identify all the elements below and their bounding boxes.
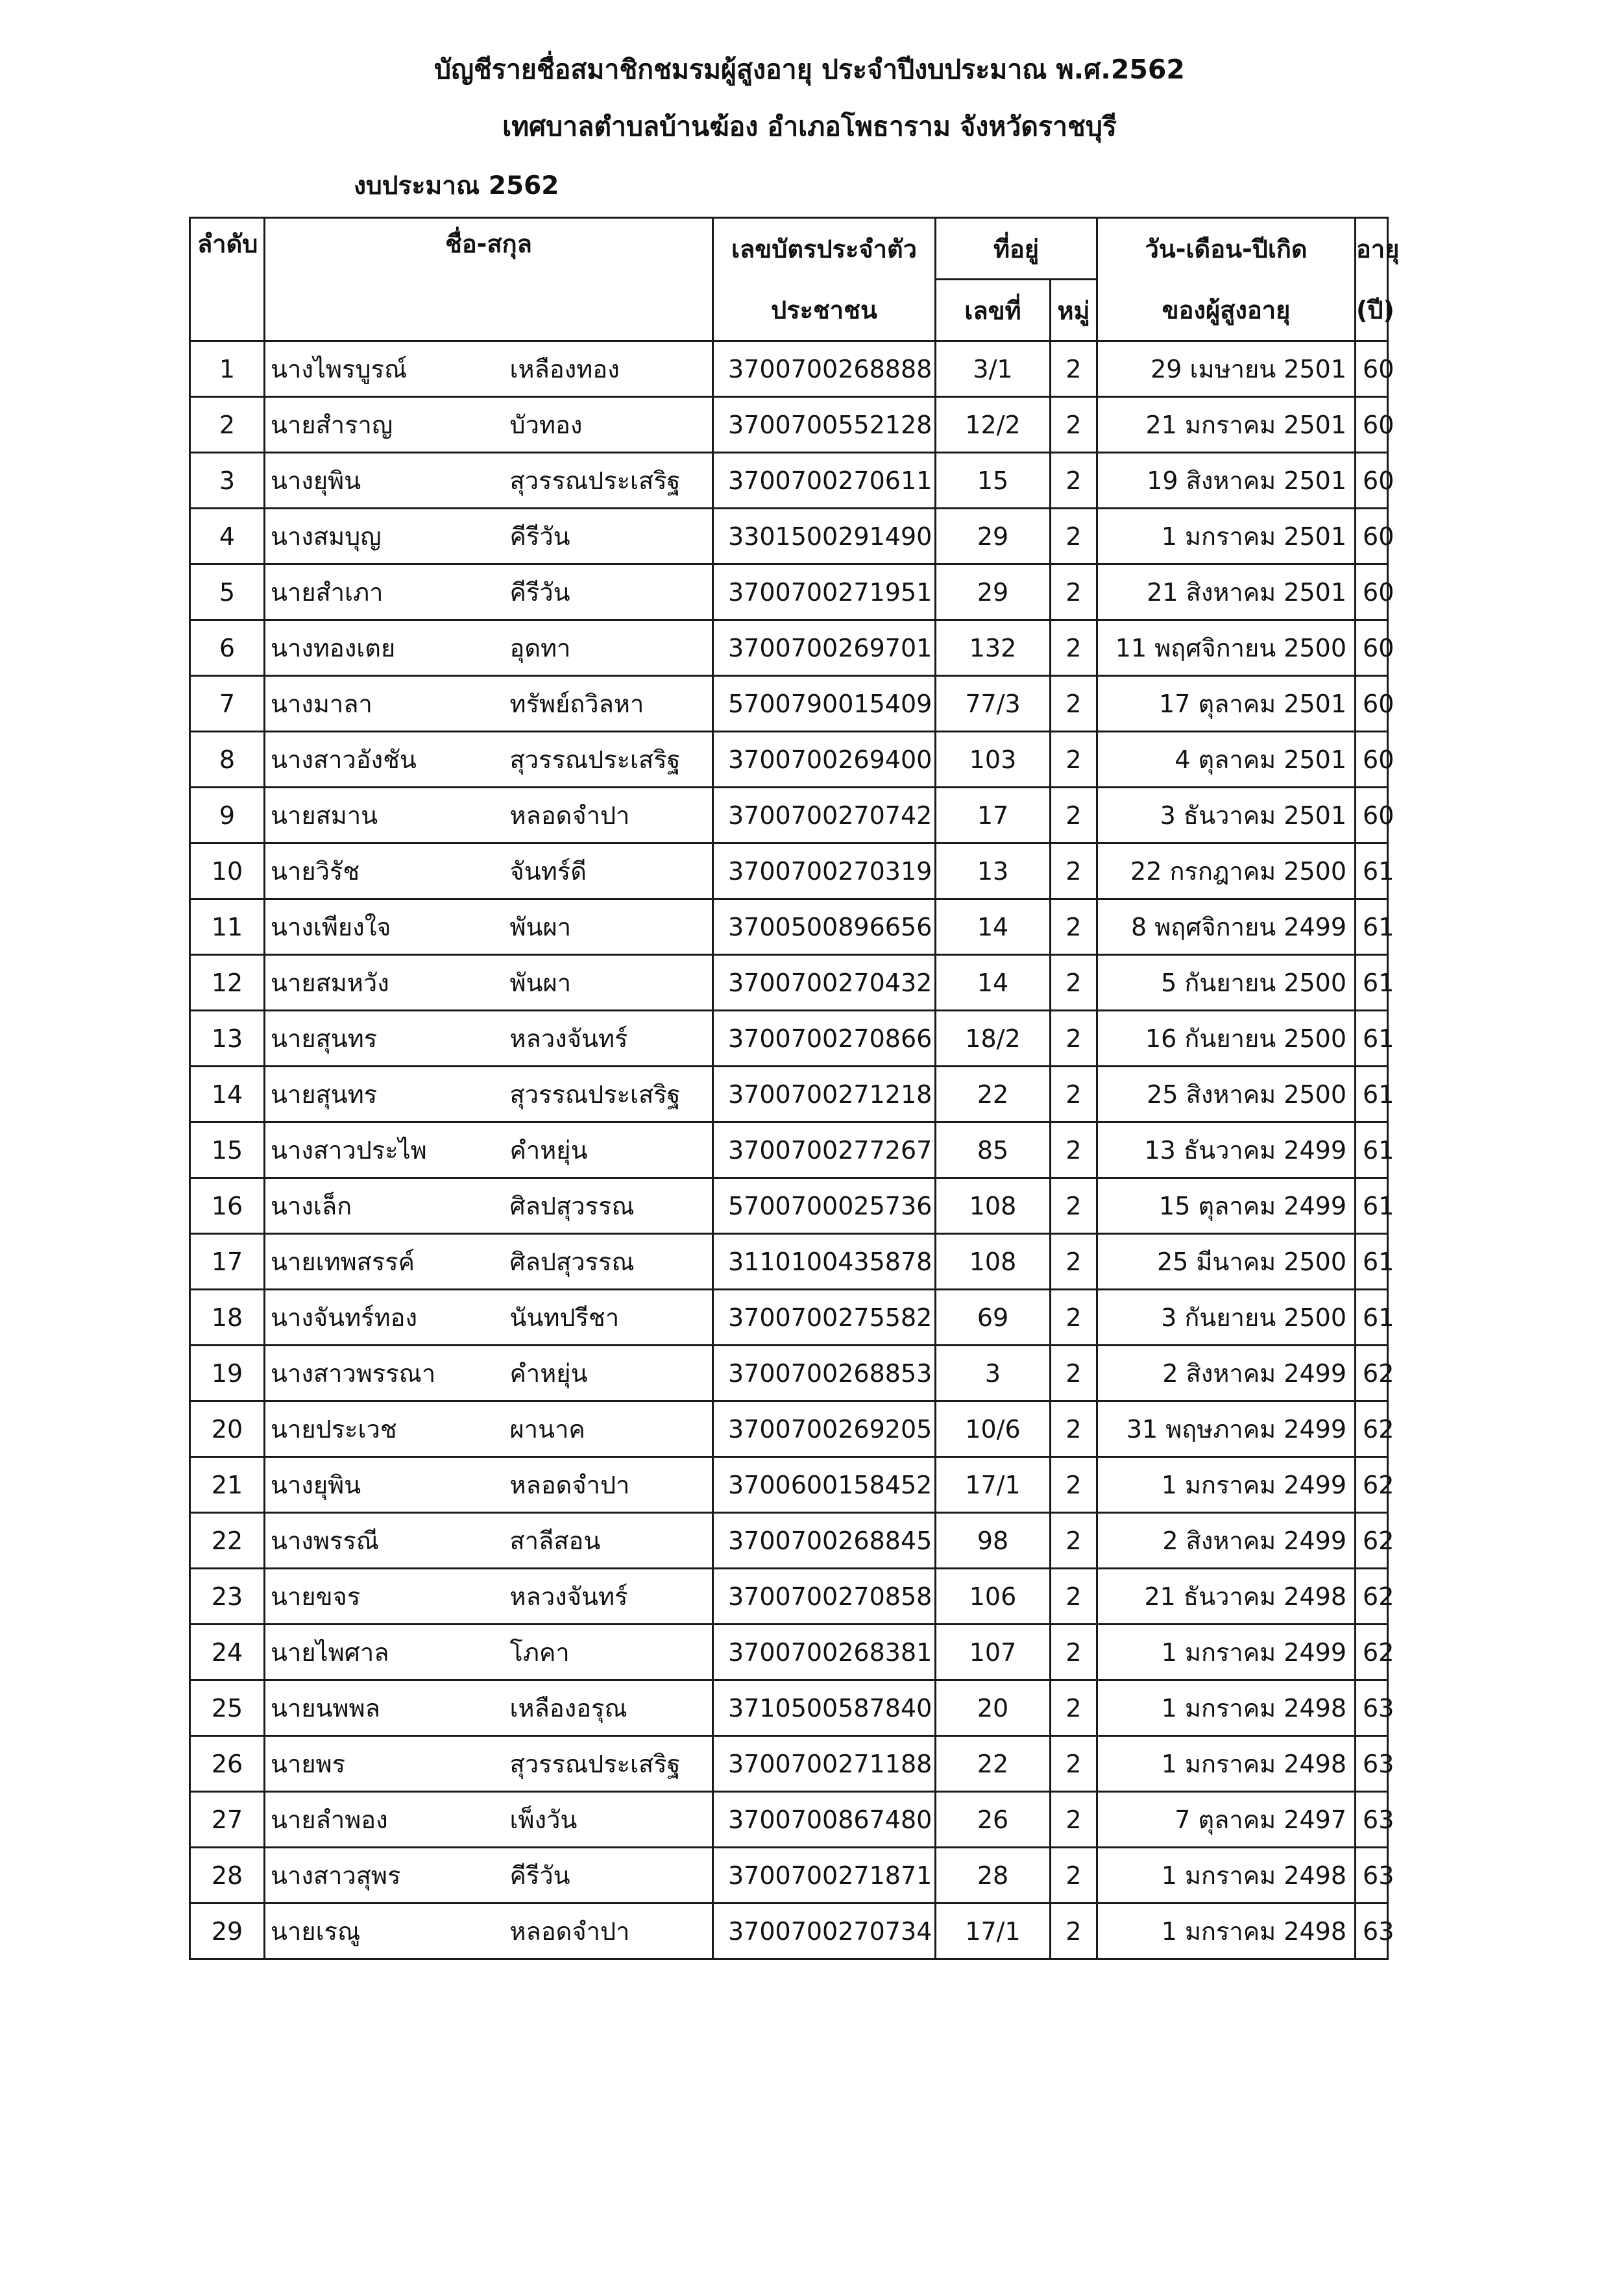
- cell-surname: เหลืองอรุณ: [497, 1680, 713, 1736]
- cell-birth-date: 3 ธันวาคม 2501: [1097, 788, 1356, 843]
- cell-surname: สุวรรณประเสริฐ: [497, 1067, 713, 1122]
- cell-surname: สาลีสอน: [497, 1513, 713, 1569]
- document-title: บัญชีรายชื่อสมาชิกชมรมผู้สูงอายุ ประจำปีงบประมาณ พ.ศ.2562: [434, 54, 1185, 85]
- cell-house-no: 15: [936, 453, 1051, 509]
- cell-surname: คีรีวัน: [497, 564, 713, 620]
- cell-house-no: 22: [936, 1736, 1051, 1792]
- cell-national-id: 3710500587840: [713, 1680, 936, 1736]
- cell-no: 24: [190, 1625, 265, 1680]
- cell-age: 60: [1356, 788, 1388, 843]
- cell-birth-date: 5 กันยายน 2500: [1097, 955, 1356, 1011]
- cell-national-id: 3301500291490: [713, 509, 936, 564]
- table-row: [190, 1736, 1388, 1792]
- cell-moo: 2: [1051, 1234, 1097, 1290]
- cell-surname: คีรีวัน: [497, 509, 713, 564]
- cell-surname: พันผา: [497, 899, 713, 955]
- cell-age: 63: [1356, 1680, 1388, 1736]
- cell-birth-date: 19 สิงหาคม 2501: [1097, 453, 1356, 509]
- cell-no: 4: [190, 509, 265, 564]
- cell-moo: 2: [1051, 1290, 1097, 1346]
- table-row: [190, 676, 1388, 732]
- cell-age: 62: [1356, 1346, 1388, 1401]
- cell-no: 19: [190, 1346, 265, 1401]
- cell-national-id: 3700700270734: [713, 1903, 936, 1959]
- header-name: ชื่อ-สกุล: [265, 218, 713, 341]
- cell-national-id: 5700700025736: [713, 1178, 936, 1234]
- cell-moo: 2: [1051, 676, 1097, 732]
- cell-age: 62: [1356, 1569, 1388, 1625]
- cell-first-name: นางสาวอังชัน: [265, 732, 497, 788]
- cell-moo: 2: [1051, 899, 1097, 955]
- cell-no: 23: [190, 1569, 265, 1625]
- cell-birth-date: 17 ตุลาคม 2501: [1097, 676, 1356, 732]
- cell-age: 62: [1356, 1513, 1388, 1569]
- cell-no: 21: [190, 1457, 265, 1513]
- cell-moo: 2: [1051, 1067, 1097, 1122]
- cell-birth-date: 3 กันยายน 2500: [1097, 1290, 1356, 1346]
- cell-moo: 2: [1051, 397, 1097, 453]
- cell-national-id: 5700790015409: [713, 676, 936, 732]
- cell-no: 11: [190, 899, 265, 955]
- table-row: [190, 899, 1388, 955]
- table-row: [190, 397, 1388, 453]
- cell-surname: หลวงจันทร์: [497, 1569, 713, 1625]
- cell-surname: หลอดจำปา: [497, 788, 713, 843]
- cell-surname: ศิลปสุวรรณ: [497, 1178, 713, 1234]
- cell-national-id: 3700700271951: [713, 564, 936, 620]
- table-row: [190, 620, 1388, 676]
- cell-house-no: 20: [936, 1680, 1051, 1736]
- header-house-no: เลขที่: [936, 280, 1051, 341]
- cell-moo: 2: [1051, 788, 1097, 843]
- cell-house-no: 132: [936, 620, 1051, 676]
- table-row: [190, 1625, 1388, 1680]
- cell-age: 61: [1356, 1234, 1388, 1290]
- cell-national-id: 3700700270858: [713, 1569, 936, 1625]
- cell-birth-date: 21 มกราคม 2501: [1097, 397, 1356, 453]
- cell-national-id: 3700700269205: [713, 1401, 936, 1457]
- table-row: [190, 732, 1388, 788]
- cell-national-id: 3700500896656: [713, 899, 936, 955]
- cell-no: 8: [190, 732, 265, 788]
- table-row: [190, 1290, 1388, 1346]
- table-row: [190, 1401, 1388, 1457]
- cell-age: 60: [1356, 453, 1388, 509]
- table-row: [190, 1569, 1388, 1625]
- table-row: [190, 1457, 1388, 1513]
- header-moo: หมู่: [1051, 280, 1097, 341]
- cell-no: 17: [190, 1234, 265, 1290]
- cell-house-no: 77/3: [936, 676, 1051, 732]
- cell-house-no: 18/2: [936, 1011, 1051, 1067]
- cell-age: 63: [1356, 1736, 1388, 1792]
- cell-house-no: 17/1: [936, 1903, 1051, 1959]
- cell-national-id: 3700700268853: [713, 1346, 936, 1401]
- table-row: [190, 1680, 1388, 1736]
- cell-no: 29: [190, 1903, 265, 1959]
- cell-birth-date: 8 พฤศจิกายน 2499: [1097, 899, 1356, 955]
- cell-moo: 2: [1051, 1680, 1097, 1736]
- cell-house-no: 103: [936, 732, 1051, 788]
- cell-age: 63: [1356, 1792, 1388, 1848]
- table-row: [190, 1848, 1388, 1903]
- cell-first-name: นายลำพอง: [265, 1792, 497, 1848]
- cell-no: 10: [190, 843, 265, 899]
- cell-birth-date: 31 พฤษภาคม 2499: [1097, 1401, 1356, 1457]
- cell-moo: 2: [1051, 1848, 1097, 1903]
- cell-birth-date: 1 มกราคม 2501: [1097, 509, 1356, 564]
- table-row: [190, 1234, 1388, 1290]
- cell-first-name: นางเล็ก: [265, 1178, 497, 1234]
- budget-label: งบประมาณ 2562: [354, 171, 559, 200]
- cell-no: 25: [190, 1680, 265, 1736]
- cell-no: 15: [190, 1122, 265, 1178]
- cell-no: 16: [190, 1178, 265, 1234]
- cell-moo: 2: [1051, 564, 1097, 620]
- cell-birth-date: 16 กันยายน 2500: [1097, 1011, 1356, 1067]
- table-row: [190, 1903, 1388, 1959]
- cell-no: 6: [190, 620, 265, 676]
- cell-moo: 2: [1051, 509, 1097, 564]
- table-row: [190, 341, 1388, 397]
- cell-birth-date: 15 ตุลาคม 2499: [1097, 1178, 1356, 1234]
- cell-house-no: 108: [936, 1234, 1051, 1290]
- cell-moo: 2: [1051, 620, 1097, 676]
- cell-national-id: 3700700271871: [713, 1848, 936, 1903]
- table-row: [190, 564, 1388, 620]
- cell-age: 62: [1356, 1625, 1388, 1680]
- cell-surname: หลอดจำปา: [497, 1457, 713, 1513]
- cell-surname: คีรีวัน: [497, 1848, 713, 1903]
- cell-moo: 2: [1051, 732, 1097, 788]
- cell-surname: คำหยุ่น: [497, 1346, 713, 1401]
- cell-house-no: 10/6: [936, 1401, 1051, 1457]
- cell-surname: เพ็งวัน: [497, 1792, 713, 1848]
- cell-age: 63: [1356, 1848, 1388, 1903]
- cell-national-id: 3700700269701: [713, 620, 936, 676]
- cell-birth-date: 4 ตุลาคม 2501: [1097, 732, 1356, 788]
- table-row: [190, 1792, 1388, 1848]
- cell-house-no: 14: [936, 955, 1051, 1011]
- cell-age: 62: [1356, 1457, 1388, 1513]
- cell-surname: เหลืองทอง: [497, 341, 713, 397]
- cell-surname: ผานาค: [497, 1401, 713, 1457]
- cell-moo: 2: [1051, 1903, 1097, 1959]
- table-row: [190, 1011, 1388, 1067]
- table-row: [190, 509, 1388, 564]
- cell-house-no: 28: [936, 1848, 1051, 1903]
- cell-no: 27: [190, 1792, 265, 1848]
- cell-surname: ศิลปสุวรรณ: [497, 1234, 713, 1290]
- table-row: [190, 1346, 1388, 1401]
- table-row: [190, 788, 1388, 843]
- cell-no: 3: [190, 453, 265, 509]
- cell-house-no: 17/1: [936, 1457, 1051, 1513]
- cell-national-id: 3700700271218: [713, 1067, 936, 1122]
- cell-national-id: 3700600158452: [713, 1457, 936, 1513]
- header-dob-line1: วัน-เดือน-ปีเกิด: [1097, 218, 1356, 280]
- cell-no: 9: [190, 788, 265, 843]
- cell-birth-date: 21 ธันวาคม 2498: [1097, 1569, 1356, 1625]
- cell-age: 60: [1356, 341, 1388, 397]
- cell-moo: 2: [1051, 1011, 1097, 1067]
- cell-moo: 2: [1051, 1513, 1097, 1569]
- cell-national-id: 3700700271188: [713, 1736, 936, 1792]
- cell-national-id: 3700700268381: [713, 1625, 936, 1680]
- cell-age: 60: [1356, 564, 1388, 620]
- table-row: [190, 1067, 1388, 1122]
- cell-moo: 2: [1051, 1625, 1097, 1680]
- cell-first-name: นางเพียงใจ: [265, 899, 497, 955]
- cell-no: 22: [190, 1513, 265, 1569]
- cell-surname: นันทปรีชา: [497, 1290, 713, 1346]
- cell-age: 63: [1356, 1903, 1388, 1959]
- cell-moo: 2: [1051, 1346, 1097, 1401]
- cell-house-no: 107: [936, 1625, 1051, 1680]
- cell-national-id: 3700700552128: [713, 397, 936, 453]
- cell-moo: 2: [1051, 453, 1097, 509]
- cell-birth-date: 7 ตุลาคม 2497: [1097, 1792, 1356, 1848]
- cell-house-no: 12/2: [936, 397, 1051, 453]
- cell-first-name: นายเรณู: [265, 1903, 497, 1959]
- cell-first-name: นายเทพสรรค์: [265, 1234, 497, 1290]
- cell-birth-date: 1 มกราคม 2498: [1097, 1903, 1356, 1959]
- cell-no: 18: [190, 1290, 265, 1346]
- cell-age: 61: [1356, 1011, 1388, 1067]
- cell-first-name: นางยุพิน: [265, 453, 497, 509]
- table-body: [190, 341, 1394, 1959]
- cell-house-no: 108: [936, 1178, 1051, 1234]
- cell-no: 7: [190, 676, 265, 732]
- cell-surname: คำหยุ่น: [497, 1122, 713, 1178]
- cell-moo: 2: [1051, 1457, 1097, 1513]
- cell-birth-date: 13 ธันวาคม 2499: [1097, 1122, 1356, 1178]
- cell-national-id: 3700700270611: [713, 453, 936, 509]
- cell-age: 61: [1356, 1067, 1388, 1122]
- header-no: ลำดับ: [190, 218, 265, 341]
- table-row: [190, 453, 1388, 509]
- cell-first-name: นางสาวพรรณา: [265, 1346, 497, 1401]
- cell-age: 61: [1356, 1290, 1388, 1346]
- cell-national-id: 3700700867480: [713, 1792, 936, 1848]
- cell-birth-date: 29 เมษายน 2501: [1097, 341, 1356, 397]
- members-table: [189, 217, 1400, 1960]
- cell-no: 14: [190, 1067, 265, 1122]
- cell-age: 61: [1356, 843, 1388, 899]
- cell-moo: 2: [1051, 843, 1097, 899]
- cell-birth-date: 25 สิงหาคม 2500: [1097, 1067, 1356, 1122]
- cell-moo: 2: [1051, 1736, 1097, 1792]
- cell-first-name: นางพรรณี: [265, 1513, 497, 1569]
- cell-age: 60: [1356, 509, 1388, 564]
- cell-surname: สุวรรณประเสริฐ: [497, 732, 713, 788]
- header-dob-line2: ของผู้สูงอายุ: [1097, 280, 1356, 341]
- cell-house-no: 29: [936, 564, 1051, 620]
- cell-national-id: 3700700270319: [713, 843, 936, 899]
- cell-birth-date: 2 สิงหาคม 2499: [1097, 1513, 1356, 1569]
- table-row: [190, 1178, 1388, 1234]
- cell-first-name: นายสำราญ: [265, 397, 497, 453]
- cell-house-no: 3: [936, 1346, 1051, 1401]
- cell-surname: พันผา: [497, 955, 713, 1011]
- cell-surname: บัวทอง: [497, 397, 713, 453]
- header-id-line2: ประชาชน: [713, 280, 936, 341]
- table-row: [190, 1122, 1388, 1178]
- cell-birth-date: 1 มกราคม 2499: [1097, 1625, 1356, 1680]
- cell-no: 26: [190, 1736, 265, 1792]
- cell-first-name: นางมาลา: [265, 676, 497, 732]
- cell-no: 12: [190, 955, 265, 1011]
- table-row: [190, 843, 1388, 899]
- cell-surname: อุดทา: [497, 620, 713, 676]
- cell-age: 60: [1356, 397, 1388, 453]
- cell-surname: สุวรรณประเสริฐ: [497, 1736, 713, 1792]
- cell-age: 61: [1356, 955, 1388, 1011]
- cell-first-name: นายวิรัช: [265, 843, 497, 899]
- cell-house-no: 26: [936, 1792, 1051, 1848]
- cell-surname: หลอดจำปา: [497, 1903, 713, 1959]
- cell-national-id: 3700700270432: [713, 955, 936, 1011]
- cell-moo: 2: [1051, 1401, 1097, 1457]
- cell-first-name: นายสำเภา: [265, 564, 497, 620]
- cell-first-name: นายนพพล: [265, 1680, 497, 1736]
- cell-national-id: 3700700275582: [713, 1290, 936, 1346]
- cell-house-no: 85: [936, 1122, 1051, 1178]
- cell-surname: ทรัพย์ถวิลหา: [497, 676, 713, 732]
- cell-first-name: นายประเวช: [265, 1401, 497, 1457]
- cell-birth-date: 1 มกราคม 2499: [1097, 1457, 1356, 1513]
- cell-age: 61: [1356, 1178, 1388, 1234]
- cell-national-id: 3700700277267: [713, 1122, 936, 1178]
- cell-house-no: 17: [936, 788, 1051, 843]
- cell-no: 13: [190, 1011, 265, 1067]
- cell-first-name: นางทองเตย: [265, 620, 497, 676]
- cell-age: 60: [1356, 620, 1388, 676]
- cell-first-name: นางสาวประไพ: [265, 1122, 497, 1178]
- cell-house-no: 13: [936, 843, 1051, 899]
- cell-age: 61: [1356, 1122, 1388, 1178]
- cell-first-name: นางจันทร์ทอง: [265, 1290, 497, 1346]
- cell-no: 2: [190, 397, 265, 453]
- cell-age: 60: [1356, 676, 1388, 732]
- cell-house-no: 29: [936, 509, 1051, 564]
- cell-surname: โภคา: [497, 1625, 713, 1680]
- cell-first-name: นางยุพิน: [265, 1457, 497, 1513]
- cell-no: 20: [190, 1401, 265, 1457]
- cell-no: 5: [190, 564, 265, 620]
- cell-first-name: นางสมบุญ: [265, 509, 497, 564]
- cell-first-name: นายขจร: [265, 1569, 497, 1625]
- cell-national-id: 3700700269400: [713, 732, 936, 788]
- cell-national-id: 3700700270866: [713, 1011, 936, 1067]
- cell-house-no: 98: [936, 1513, 1051, 1569]
- cell-birth-date: 22 กรกฎาคม 2500: [1097, 843, 1356, 899]
- document-subtitle: เทศบาลตำบลบ้านฆ้อง อำเภอโพธาราม จังหวัดราชบุรี: [502, 111, 1117, 142]
- header-address: ที่อยู่: [936, 218, 1097, 280]
- cell-first-name: นายพร: [265, 1736, 497, 1792]
- cell-surname: สุวรรณประเสริฐ: [497, 453, 713, 509]
- cell-first-name: นายสุนทร: [265, 1067, 497, 1122]
- cell-birth-date: 2 สิงหาคม 2499: [1097, 1346, 1356, 1401]
- cell-no: 1: [190, 341, 265, 397]
- cell-birth-date: 1 มกราคม 2498: [1097, 1848, 1356, 1903]
- header-id-line1: เลขบัตรประจำตัว: [713, 218, 936, 280]
- cell-house-no: 3/1: [936, 341, 1051, 397]
- cell-house-no: 14: [936, 899, 1051, 955]
- cell-house-no: 106: [936, 1569, 1051, 1625]
- header-age-line2: (ปี): [1356, 280, 1388, 341]
- cell-birth-date: 25 มีนาคม 2500: [1097, 1234, 1356, 1290]
- cell-age: 62: [1356, 1401, 1388, 1457]
- cell-first-name: นายไพศาล: [265, 1625, 497, 1680]
- cell-birth-date: 1 มกราคม 2498: [1097, 1736, 1356, 1792]
- cell-first-name: นางไพรบูรณ์: [265, 341, 497, 397]
- cell-age: 60: [1356, 732, 1388, 788]
- cell-moo: 2: [1051, 1122, 1097, 1178]
- cell-surname: หลวงจันทร์: [497, 1011, 713, 1067]
- cell-moo: 2: [1051, 341, 1097, 397]
- cell-no: 28: [190, 1848, 265, 1903]
- table-header: [190, 218, 1400, 341]
- cell-moo: 2: [1051, 955, 1097, 1011]
- table-row: [190, 955, 1388, 1011]
- cell-first-name: นายสุนทร: [265, 1011, 497, 1067]
- cell-house-no: 69: [936, 1290, 1051, 1346]
- cell-national-id: 3110100435878: [713, 1234, 936, 1290]
- cell-first-name: นางสาวสุพร: [265, 1848, 497, 1903]
- cell-first-name: นายสมาน: [265, 788, 497, 843]
- cell-house-no: 22: [936, 1067, 1051, 1122]
- cell-age: 61: [1356, 899, 1388, 955]
- cell-moo: 2: [1051, 1178, 1097, 1234]
- cell-first-name: นายสมหวัง: [265, 955, 497, 1011]
- cell-moo: 2: [1051, 1792, 1097, 1848]
- cell-birth-date: 11 พฤศจิกายน 2500: [1097, 620, 1356, 676]
- cell-birth-date: 21 สิงหาคม 2501: [1097, 564, 1356, 620]
- table-row: [190, 1513, 1388, 1569]
- cell-moo: 2: [1051, 1569, 1097, 1625]
- header-age-line1: อายุ: [1356, 218, 1388, 280]
- cell-national-id: 3700700268845: [713, 1513, 936, 1569]
- cell-national-id: 3700700270742: [713, 788, 936, 843]
- cell-national-id: 3700700268888: [713, 341, 936, 397]
- cell-birth-date: 1 มกราคม 2498: [1097, 1680, 1356, 1736]
- cell-surname: จันทร์ดี: [497, 843, 713, 899]
